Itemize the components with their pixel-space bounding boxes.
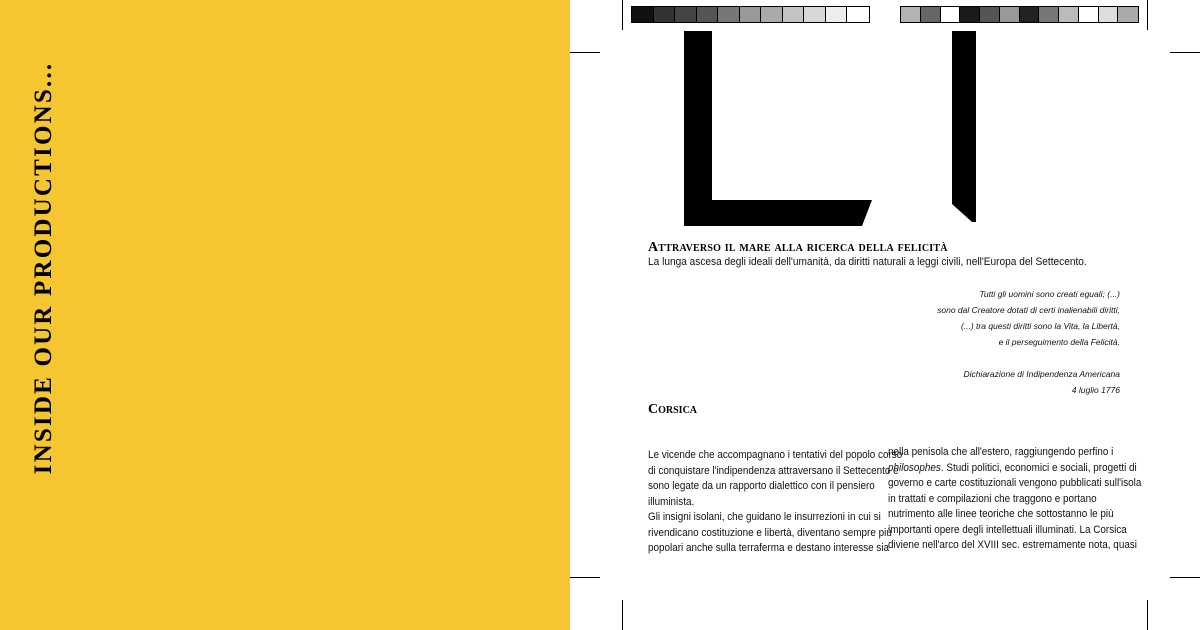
quote-line: Tutti gli uomini sono creati eguali; (...) bbox=[979, 289, 1120, 299]
article-headline: Attraverso il mare alla ricerca della felicità bbox=[648, 240, 948, 255]
body-line: rivendicano costituzione e libertà, diventano sempre più bbox=[648, 526, 892, 539]
body-column-right bbox=[888, 445, 1142, 554]
body-line: diviene nell'arco del XVIII sec. estremamente nota, quasi bbox=[888, 539, 1137, 551]
letter-t-shape bbox=[952, 31, 976, 222]
attribution-source: Dichiarazione di Indipendenza Americana bbox=[963, 369, 1120, 379]
body-line: sono legate da un rapporto dialettico con il pensiero bbox=[648, 480, 875, 492]
quote-line: e il perseguimento della Felicità. bbox=[998, 337, 1120, 347]
body-line: importanti opere degli intellettuali illuminati. La Corsica bbox=[888, 523, 1127, 536]
cover-vertical-title: INSIDE OUR PRODUCTIONS... bbox=[30, 61, 57, 475]
attribution-date: 4 luglio 1776 bbox=[1071, 385, 1120, 395]
epigraph-quote bbox=[760, 286, 1120, 398]
article-subheadline: La lunga ascesa degli ideali dell'umanità, da diritti naturali a leggi civili, nell'Europa del Settecento. bbox=[648, 256, 1087, 268]
body-line: governo e carte costituzionali vengono pubblicati sull'isola bbox=[888, 477, 1142, 489]
quote-attribution bbox=[760, 366, 1120, 398]
quote-line: (...) tra questi diritti sono la Vita, la Libertà, bbox=[960, 321, 1120, 331]
body-line: in trattati e compilazioni che traggono e portano bbox=[888, 492, 1097, 505]
body-column-left bbox=[648, 448, 903, 557]
body-line: illuminista. bbox=[648, 495, 695, 508]
body-line: nella penisola che all'estero, raggiungendo perfino i bbox=[888, 446, 1114, 458]
body-line: popolari anche sulla terraferma e destano interesse sia bbox=[648, 542, 890, 554]
body-line: nutrimento alle linee teoriche che sottostanno le più bbox=[888, 508, 1114, 520]
quote-line: sono dal Creatore dotati di certi inalienabili diritti, bbox=[937, 305, 1120, 315]
body-line: philosophes. Studi politici, economici e sociali, progetti di bbox=[888, 461, 1137, 474]
body-line: Le vicende che accompagnano i tentativi del popolo corso bbox=[648, 449, 903, 461]
body-line: Gli insigni isolani, che guidano le insurrezioni in cui si bbox=[648, 511, 881, 523]
letter-l-shape bbox=[684, 31, 872, 226]
section-title: Corsica bbox=[648, 402, 698, 417]
body-line: di conquistare l'indipendenza attraversano il Settecento e bbox=[648, 464, 899, 477]
